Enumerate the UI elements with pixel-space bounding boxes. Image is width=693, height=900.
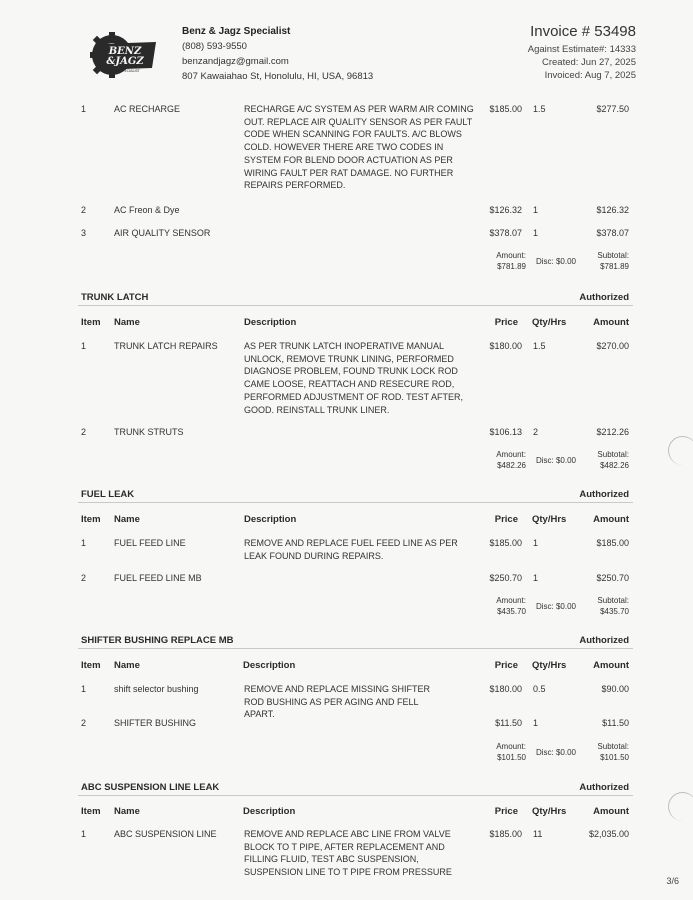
row-name: SHIFTER BUSHING — [114, 718, 197, 728]
amount-label: Amount: — [496, 742, 526, 751]
subtotal-value: $781.89 — [600, 262, 629, 271]
amount-value: $435.70 — [497, 607, 526, 616]
section-title: SHIFTER BUSHING REPLACE MB — [81, 635, 234, 646]
amount-value: $482.26 — [497, 461, 526, 470]
row-name: AC Freon & Dye — [114, 205, 180, 215]
divider — [78, 305, 633, 306]
row-amount: $212.26 — [596, 427, 629, 437]
section-subtotal — [580, 741, 629, 763]
row-name: FUEL FEED LINE MB — [114, 573, 202, 583]
company-info — [182, 24, 373, 84]
row-item-number: 2 — [81, 205, 87, 215]
row-price: $106.13 — [489, 427, 522, 437]
section-amount — [470, 250, 526, 272]
row-name: TRUNK STRUTS — [114, 427, 184, 437]
column-header-item: Item — [81, 514, 101, 525]
row-price: $11.50 — [495, 718, 522, 728]
row-name: AIR QUALITY SENSOR — [114, 228, 211, 238]
column-header-qty: Qty/Hrs — [532, 806, 567, 817]
row-price: $185.00 — [489, 538, 522, 548]
divider — [78, 648, 633, 649]
status-badge: Authorized — [579, 489, 629, 500]
section-amount — [470, 449, 526, 471]
amount-value: $101.50 — [497, 753, 526, 762]
section-amount — [470, 595, 526, 617]
column-header-description: Description — [243, 660, 296, 671]
column-header-qty: Qty/Hrs — [532, 514, 567, 525]
divider — [78, 795, 633, 796]
svg-text:SPECIALIST: SPECIALIST — [120, 69, 140, 73]
subtotal-label: Subtotal: — [597, 596, 629, 605]
section-subtotal — [580, 595, 629, 617]
column-header-description: Description — [244, 514, 297, 525]
svg-text:&JAGZ: &JAGZ — [106, 56, 144, 67]
row-amount: $378.07 — [596, 228, 629, 238]
row-qty: 1 — [533, 228, 539, 238]
row-item-number: 2 — [81, 427, 87, 437]
row-qty: 2 — [533, 427, 539, 437]
row-item-number: 1 — [81, 341, 87, 351]
row-amount: $11.50 — [602, 718, 629, 728]
column-header-price: Price — [494, 806, 518, 817]
svg-text:BENZ: BENZ — [108, 46, 142, 57]
row-qty: 11 — [533, 829, 543, 839]
row-name: TRUNK LATCH REPAIRS — [114, 341, 218, 351]
column-header-description: Description — [244, 317, 297, 328]
created-date: Created: Jun 27, 2025 — [541, 57, 636, 68]
column-header-item: Item — [81, 660, 101, 671]
company-email: benzandjagz@gmail.com — [182, 56, 289, 67]
column-header-description: Description — [243, 806, 296, 817]
column-header-item: Item — [81, 806, 101, 817]
row-qty: 1 — [533, 718, 539, 728]
row-amount: $270.00 — [596, 341, 629, 351]
row-price: $250.70 — [489, 573, 522, 583]
row-qty: 0.5 — [533, 684, 546, 694]
page-number: 3/6 — [666, 876, 679, 886]
column-header-qty: Qty/Hrs — [532, 660, 567, 671]
subtotal-value: $482.26 — [600, 461, 629, 470]
amount-value: $781.89 — [497, 262, 526, 271]
row-qty: 1 — [533, 205, 539, 215]
row-price: $180.00 — [489, 684, 522, 694]
section-discount: Disc: $0.00 — [535, 602, 577, 611]
row-qty: 1.5 — [533, 341, 546, 351]
column-header-price: Price — [494, 660, 518, 671]
row-price: $180.00 — [489, 341, 522, 351]
row-description: REMOVE AND REPLACE FUEL FEED LINE AS PER LEAK FOUND DURING REPAIRS. — [244, 538, 458, 561]
column-header-amount: Amount — [593, 514, 629, 525]
divider — [78, 502, 633, 503]
company-name: Benz & Jagz Specialist — [182, 26, 291, 37]
column-header-amount: Amount — [593, 317, 629, 328]
invoiced-date: Invoiced: Aug 7, 2025 — [544, 70, 636, 81]
row-item-number: 1 — [81, 829, 87, 839]
row-price: $126.32 — [489, 205, 522, 215]
column-header-name: Name — [114, 806, 140, 817]
estimate-number: Against Estimate#: 14333 — [527, 44, 636, 55]
column-header-name: Name — [114, 514, 140, 525]
section-subtotal — [580, 449, 629, 471]
section-discount: Disc: $0.00 — [535, 456, 577, 465]
section-subtotal — [580, 250, 629, 272]
subtotal-value: $435.70 — [600, 607, 629, 616]
row-amount: $2,035.00 — [588, 829, 629, 839]
row-description: REMOVE AND REPLACE ABC LINE FROM VALVE BLOCK TO T PIPE, AFTER REPLACEMENT AND FILLING FLUID, TEST ABC SUSPENSION, SUSPENSION LINE TO T PIPE FROM PRESSURE — [244, 829, 452, 878]
section-title: ABC SUSPENSION LINE LEAK — [81, 782, 220, 793]
column-header-name: Name — [114, 660, 140, 671]
column-header-amount: Amount — [593, 806, 629, 817]
section-discount: Disc: $0.00 — [535, 748, 577, 757]
section-discount: Disc: $0.00 — [535, 257, 577, 266]
row-item-number: 2 — [81, 718, 87, 728]
row-price: $185.00 — [489, 104, 522, 114]
column-header-price: Price — [494, 317, 518, 328]
subtotal-value: $101.50 — [600, 753, 629, 762]
row-price: $185.00 — [489, 829, 522, 839]
invoice-title: Invoice # 53498 — [530, 23, 636, 40]
row-name: shift selector bushing — [114, 684, 199, 694]
amount-label: Amount: — [496, 596, 526, 605]
row-item-number: 3 — [81, 228, 87, 238]
row-price: $378.07 — [489, 228, 522, 238]
column-header-amount: Amount — [593, 660, 629, 671]
row-amount: $90.00 — [601, 684, 629, 694]
row-name: FUEL FEED LINE — [114, 538, 186, 548]
invoice-meta — [528, 22, 636, 82]
row-item-number: 2 — [81, 573, 87, 583]
column-header-qty: Qty/Hrs — [532, 317, 567, 328]
row-item-number: 1 — [81, 684, 87, 694]
row-item-number: 1 — [81, 104, 87, 114]
company-phone: (808) 593-9550 — [182, 41, 247, 52]
subtotal-label: Subtotal: — [597, 450, 629, 459]
subtotal-label: Subtotal: — [597, 742, 629, 751]
row-qty: 1.5 — [533, 104, 546, 114]
column-header-price: Price — [494, 514, 518, 525]
status-badge: Authorized — [579, 635, 629, 646]
row-description: RECHARGE A/C SYSTEM AS PER WARM AIR COMING OUT. REPLACE AIR QUALITY SENSOR AS PER FAULT CODE WHEN SCANNING FOR FAULTS. A/C BLOWS COLD. HOWEVER THERE ARE TWO CODES IN SYSTEM FOR BLEND DOOR ACTUATION AS PER WIRING FAULT PER RAT DAMAGE. NO FURTHER REPAIRS PERFORMED. — [244, 104, 474, 191]
scan-artifact — [668, 792, 693, 821]
row-description: REMOVE AND REPLACE MISSING SHIFTER ROD BUSHING AS PER AGING AND FELL APART. — [244, 684, 431, 720]
amount-label: Amount: — [496, 450, 526, 459]
status-badge: Authorized — [579, 292, 629, 303]
status-badge: Authorized — [579, 782, 629, 793]
section-title: TRUNK LATCH — [81, 292, 149, 303]
row-name: ABC SUSPENSION LINE — [114, 829, 217, 839]
row-amount: $250.70 — [596, 573, 629, 583]
company-logo — [90, 32, 158, 78]
scan-artifact — [668, 436, 693, 465]
row-amount: $126.32 — [596, 205, 629, 215]
row-description: AS PER TRUNK LATCH INOPERATIVE MANUAL UNLOCK, REMOVE TRUNK LINING, PERFORMED DIAGNOSE PROBLEM, FOUND TRUNK LOCK ROD CAME LOOSE, REATTACH AND RESECURE ROD, PERFORMED ADJUSTMENT OF ROD. TEST AFTER, GOOD. REINSTALL TRUNK LINER. — [244, 341, 464, 415]
company-address: 807 Kawaiahao St, Honolulu, HI, USA, 96813 — [182, 71, 374, 82]
column-header-item: Item — [81, 317, 101, 328]
subtotal-label: Subtotal: — [597, 251, 629, 260]
row-qty: 1 — [533, 538, 539, 548]
row-qty: 1 — [533, 573, 539, 583]
row-amount: $185.00 — [596, 538, 629, 548]
row-name: AC RECHARGE — [114, 104, 181, 114]
section-amount — [470, 741, 526, 763]
amount-label: Amount: — [496, 251, 526, 260]
column-header-name: Name — [114, 317, 140, 328]
row-amount: $277.50 — [596, 104, 629, 114]
row-item-number: 1 — [81, 538, 87, 548]
section-title: FUEL LEAK — [81, 489, 135, 500]
